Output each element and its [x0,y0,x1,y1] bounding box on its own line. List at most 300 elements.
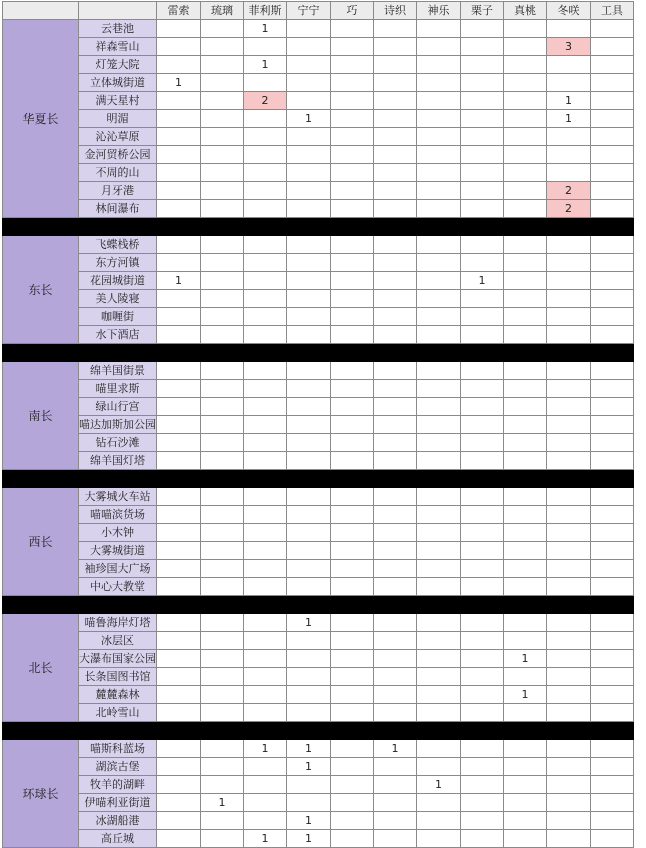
separator-cell[interactable] [3,344,79,362]
data-cell[interactable] [201,56,244,74]
data-cell[interactable] [461,812,504,830]
data-cell[interactable] [374,632,417,650]
data-cell[interactable] [591,290,634,308]
data-cell[interactable] [201,524,244,542]
data-cell[interactable] [287,56,331,74]
data-cell[interactable] [461,308,504,326]
location-cell[interactable]: 不周的山 [79,164,157,182]
data-cell[interactable]: 1 [244,830,287,848]
separator-cell[interactable] [547,218,591,236]
data-cell[interactable] [591,434,634,452]
data-cell[interactable] [244,614,287,632]
location-cell[interactable]: 灯笼大院 [79,56,157,74]
data-cell[interactable] [331,434,374,452]
data-cell[interactable] [417,110,461,128]
data-cell[interactable] [374,776,417,794]
separator-cell[interactable] [591,344,634,362]
data-cell[interactable] [331,560,374,578]
separator-cell[interactable] [244,596,287,614]
data-cell[interactable] [201,308,244,326]
separator-cell[interactable] [331,218,374,236]
data-cell[interactable] [374,524,417,542]
data-cell[interactable] [374,20,417,38]
data-cell[interactable] [157,236,201,254]
data-cell[interactable] [374,686,417,704]
separator-cell[interactable] [417,218,461,236]
data-cell[interactable] [331,578,374,596]
location-cell[interactable]: 大雾城街道 [79,542,157,560]
data-cell[interactable] [417,146,461,164]
data-cell[interactable] [374,254,417,272]
data-cell[interactable] [201,740,244,758]
separator-cell[interactable] [244,344,287,362]
separator-cell[interactable] [244,722,287,740]
data-cell[interactable] [157,380,201,398]
data-cell[interactable] [331,758,374,776]
data-cell[interactable] [201,290,244,308]
data-cell[interactable] [417,92,461,110]
data-cell[interactable] [287,92,331,110]
data-cell[interactable] [374,830,417,848]
data-cell[interactable] [244,812,287,830]
data-cell[interactable] [331,182,374,200]
data-cell[interactable] [504,776,547,794]
data-cell[interactable] [244,326,287,344]
data-cell[interactable] [157,776,201,794]
data-cell[interactable] [157,578,201,596]
data-cell[interactable] [591,560,634,578]
separator-cell[interactable] [157,218,201,236]
data-cell[interactable] [331,128,374,146]
data-cell[interactable] [591,398,634,416]
data-cell[interactable] [287,434,331,452]
data-cell[interactable] [287,272,331,290]
data-cell[interactable] [244,704,287,722]
data-cell[interactable] [244,74,287,92]
data-cell[interactable] [417,416,461,434]
data-cell[interactable] [461,92,504,110]
data-cell[interactable] [461,542,504,560]
location-cell[interactable]: 飞蝶栈桥 [79,236,157,254]
data-cell[interactable] [461,182,504,200]
data-cell[interactable] [547,686,591,704]
data-cell[interactable]: 1 [287,758,331,776]
data-cell[interactable] [417,272,461,290]
column-header[interactable]: 雷索 [157,2,201,20]
data-cell[interactable] [244,38,287,56]
location-cell[interactable]: 金河贸桥公园 [79,146,157,164]
data-cell[interactable] [374,614,417,632]
data-cell[interactable] [157,632,201,650]
separator-cell[interactable] [461,344,504,362]
data-cell[interactable] [287,632,331,650]
data-cell[interactable] [331,830,374,848]
data-cell[interactable] [287,650,331,668]
data-cell[interactable] [591,254,634,272]
location-cell[interactable]: 喵鲁海岸灯塔 [79,614,157,632]
data-cell[interactable] [374,668,417,686]
data-cell[interactable] [244,578,287,596]
data-cell[interactable]: 1 [504,686,547,704]
data-cell[interactable] [461,632,504,650]
data-cell[interactable] [157,668,201,686]
data-cell[interactable] [461,668,504,686]
separator-cell[interactable] [79,470,157,488]
data-cell[interactable] [374,398,417,416]
data-cell[interactable] [374,758,417,776]
data-cell[interactable] [157,20,201,38]
data-cell[interactable] [504,830,547,848]
data-cell[interactable] [201,74,244,92]
data-cell[interactable] [201,20,244,38]
data-cell[interactable] [331,272,374,290]
data-cell[interactable] [331,254,374,272]
data-cell[interactable] [461,380,504,398]
data-cell[interactable] [417,20,461,38]
data-cell[interactable] [547,668,591,686]
data-cell[interactable] [504,92,547,110]
data-cell[interactable] [417,632,461,650]
data-cell[interactable] [547,794,591,812]
separator-cell[interactable] [79,344,157,362]
separator-cell[interactable] [461,722,504,740]
data-cell[interactable] [417,668,461,686]
separator-cell[interactable] [374,344,417,362]
data-cell[interactable] [374,380,417,398]
highlighted-cell[interactable]: 2 [547,200,591,218]
data-cell[interactable] [374,416,417,434]
separator-cell[interactable] [547,344,591,362]
data-cell[interactable] [287,290,331,308]
location-cell[interactable]: 伊喵利亚街道 [79,794,157,812]
data-cell[interactable] [591,146,634,164]
data-cell[interactable] [331,812,374,830]
data-cell[interactable] [244,398,287,416]
data-cell[interactable] [417,830,461,848]
data-cell[interactable] [331,506,374,524]
location-cell[interactable]: 喵达加斯加公园 [79,416,157,434]
data-cell[interactable] [591,182,634,200]
separator-cell[interactable] [331,470,374,488]
data-cell[interactable] [201,272,244,290]
data-cell[interactable] [244,632,287,650]
data-cell[interactable] [461,20,504,38]
data-cell[interactable] [157,488,201,506]
separator-cell[interactable] [504,470,547,488]
data-cell[interactable] [547,146,591,164]
data-cell[interactable] [287,668,331,686]
data-cell[interactable] [504,452,547,470]
data-cell[interactable] [591,164,634,182]
data-cell[interactable] [157,290,201,308]
data-cell[interactable] [591,110,634,128]
data-cell[interactable] [461,704,504,722]
data-cell[interactable] [374,164,417,182]
data-cell[interactable] [417,452,461,470]
data-cell[interactable] [157,398,201,416]
data-cell[interactable] [201,758,244,776]
separator-cell[interactable] [3,722,79,740]
data-cell[interactable] [244,542,287,560]
separator-cell[interactable] [201,218,244,236]
data-cell[interactable] [417,398,461,416]
data-cell[interactable] [591,776,634,794]
data-cell[interactable] [244,128,287,146]
data-cell[interactable] [201,614,244,632]
data-cell[interactable] [504,272,547,290]
separator-cell[interactable] [331,722,374,740]
data-cell[interactable] [287,542,331,560]
location-cell[interactable]: 北岭雪山 [79,704,157,722]
data-cell[interactable] [591,668,634,686]
data-cell[interactable] [417,182,461,200]
data-cell[interactable] [331,146,374,164]
data-cell[interactable] [504,794,547,812]
data-cell[interactable] [157,200,201,218]
data-cell[interactable] [331,38,374,56]
location-cell[interactable]: 咖喱街 [79,308,157,326]
separator-cell[interactable] [504,722,547,740]
data-cell[interactable] [157,614,201,632]
data-cell[interactable] [417,650,461,668]
location-cell[interactable]: 立体城街道 [79,74,157,92]
separator-cell[interactable] [157,596,201,614]
data-cell[interactable] [331,56,374,74]
data-cell[interactable] [417,794,461,812]
data-cell[interactable] [157,182,201,200]
data-cell[interactable] [287,488,331,506]
data-cell[interactable] [157,650,201,668]
data-cell[interactable] [244,308,287,326]
data-cell[interactable] [287,326,331,344]
data-cell[interactable] [157,164,201,182]
data-cell[interactable] [461,236,504,254]
separator-cell[interactable] [287,596,331,614]
data-cell[interactable]: 1 [244,740,287,758]
column-header[interactable]: 诗织 [374,2,417,20]
column-header[interactable]: 工具 [591,2,634,20]
data-cell[interactable] [461,200,504,218]
data-cell[interactable] [547,308,591,326]
data-cell[interactable] [591,632,634,650]
separator-cell[interactable] [417,596,461,614]
data-cell[interactable] [461,524,504,542]
location-cell[interactable]: 月牙港 [79,182,157,200]
data-cell[interactable] [157,812,201,830]
data-cell[interactable] [157,92,201,110]
separator-cell[interactable] [157,722,201,740]
data-cell[interactable] [417,254,461,272]
data-cell[interactable] [244,794,287,812]
data-cell[interactable] [417,290,461,308]
data-cell[interactable] [287,578,331,596]
separator-cell[interactable] [591,596,634,614]
data-cell[interactable]: 1 [287,740,331,758]
data-cell[interactable] [417,758,461,776]
data-cell[interactable] [157,308,201,326]
separator-cell[interactable] [287,218,331,236]
data-cell[interactable] [417,236,461,254]
data-cell[interactable] [547,74,591,92]
data-cell[interactable] [461,578,504,596]
location-cell[interactable]: 花园城街道 [79,272,157,290]
data-cell[interactable] [461,452,504,470]
separator-cell[interactable] [3,218,79,236]
separator-cell[interactable] [157,470,201,488]
data-cell[interactable] [374,146,417,164]
data-cell[interactable] [201,830,244,848]
data-cell[interactable] [591,200,634,218]
data-cell[interactable] [201,38,244,56]
data-cell[interactable] [287,38,331,56]
separator-cell[interactable] [201,470,244,488]
data-cell[interactable] [201,686,244,704]
data-cell[interactable]: 1 [244,56,287,74]
separator-cell[interactable] [504,344,547,362]
data-cell[interactable] [201,398,244,416]
data-cell[interactable] [591,308,634,326]
data-cell[interactable] [547,56,591,74]
data-cell[interactable] [417,200,461,218]
data-cell[interactable]: 1 [287,614,331,632]
data-cell[interactable] [461,416,504,434]
location-cell[interactable]: 高丘城 [79,830,157,848]
location-cell[interactable]: 沁沁草原 [79,128,157,146]
data-cell[interactable] [591,542,634,560]
data-cell[interactable] [201,416,244,434]
data-cell[interactable] [287,74,331,92]
data-cell[interactable] [461,146,504,164]
data-cell[interactable] [157,56,201,74]
data-cell[interactable] [504,740,547,758]
data-cell[interactable] [157,326,201,344]
data-cell[interactable] [461,488,504,506]
data-cell[interactable] [461,758,504,776]
data-cell[interactable] [461,686,504,704]
data-cell[interactable] [417,560,461,578]
data-cell[interactable]: 1 [157,74,201,92]
data-cell[interactable] [244,164,287,182]
data-cell[interactable] [287,398,331,416]
data-cell[interactable] [244,560,287,578]
data-cell[interactable] [547,236,591,254]
data-cell[interactable] [287,20,331,38]
separator-cell[interactable] [461,470,504,488]
data-cell[interactable] [201,164,244,182]
location-cell[interactable]: 麓麓森林 [79,686,157,704]
separator-cell[interactable] [201,344,244,362]
data-cell[interactable] [201,200,244,218]
data-cell[interactable] [417,164,461,182]
data-cell[interactable] [201,776,244,794]
data-cell[interactable] [331,542,374,560]
data-cell[interactable] [374,650,417,668]
data-cell[interactable] [374,542,417,560]
data-cell[interactable] [417,56,461,74]
data-cell[interactable] [157,362,201,380]
data-cell[interactable] [157,704,201,722]
data-cell[interactable] [417,434,461,452]
data-cell[interactable] [374,290,417,308]
data-cell[interactable] [331,488,374,506]
data-cell[interactable] [591,614,634,632]
location-cell[interactable]: 东方河镇 [79,254,157,272]
data-cell[interactable] [591,740,634,758]
data-cell[interactable] [157,128,201,146]
data-cell[interactable] [547,416,591,434]
region-cell[interactable]: 东长 [3,236,79,344]
data-cell[interactable] [417,128,461,146]
data-cell[interactable]: 1 [374,740,417,758]
data-cell[interactable] [374,92,417,110]
data-cell[interactable] [591,812,634,830]
highlighted-cell[interactable]: 2 [244,92,287,110]
data-cell[interactable] [374,74,417,92]
data-cell[interactable]: 1 [547,110,591,128]
data-cell[interactable] [201,452,244,470]
separator-cell[interactable] [591,218,634,236]
data-cell[interactable] [591,38,634,56]
data-cell[interactable] [157,686,201,704]
data-cell[interactable] [417,686,461,704]
data-cell[interactable] [331,362,374,380]
data-cell[interactable] [547,164,591,182]
data-cell[interactable] [331,614,374,632]
data-cell[interactable] [331,164,374,182]
data-cell[interactable] [461,56,504,74]
data-cell[interactable] [374,362,417,380]
data-cell[interactable] [287,128,331,146]
data-cell[interactable] [244,524,287,542]
data-cell[interactable] [417,74,461,92]
data-cell[interactable] [331,110,374,128]
data-cell[interactable] [201,650,244,668]
data-cell[interactable] [287,308,331,326]
data-cell[interactable] [331,290,374,308]
data-cell[interactable] [287,182,331,200]
data-cell[interactable]: 1 [547,92,591,110]
data-cell[interactable] [244,758,287,776]
data-cell[interactable]: 1 [287,812,331,830]
separator-cell[interactable] [547,470,591,488]
data-cell[interactable] [461,650,504,668]
data-cell[interactable] [547,776,591,794]
separator-cell[interactable] [461,596,504,614]
data-cell[interactable] [331,776,374,794]
data-cell[interactable] [591,416,634,434]
location-cell[interactable]: 中心大教堂 [79,578,157,596]
data-cell[interactable] [461,326,504,344]
data-cell[interactable] [157,560,201,578]
data-cell[interactable] [504,182,547,200]
data-cell[interactable] [374,704,417,722]
location-cell[interactable]: 祥森雪山 [79,38,157,56]
data-cell[interactable] [287,254,331,272]
data-cell[interactable] [504,110,547,128]
data-cell[interactable] [591,92,634,110]
data-cell[interactable] [244,506,287,524]
data-cell[interactable] [331,632,374,650]
data-cell[interactable] [461,74,504,92]
data-cell[interactable] [504,236,547,254]
data-cell[interactable] [374,326,417,344]
data-cell[interactable] [331,668,374,686]
region-cell[interactable]: 华夏长 [3,20,79,218]
column-header[interactable]: 真桃 [504,2,547,20]
location-cell[interactable]: 大雾城火车站 [79,488,157,506]
data-cell[interactable] [201,182,244,200]
data-cell[interactable] [244,686,287,704]
